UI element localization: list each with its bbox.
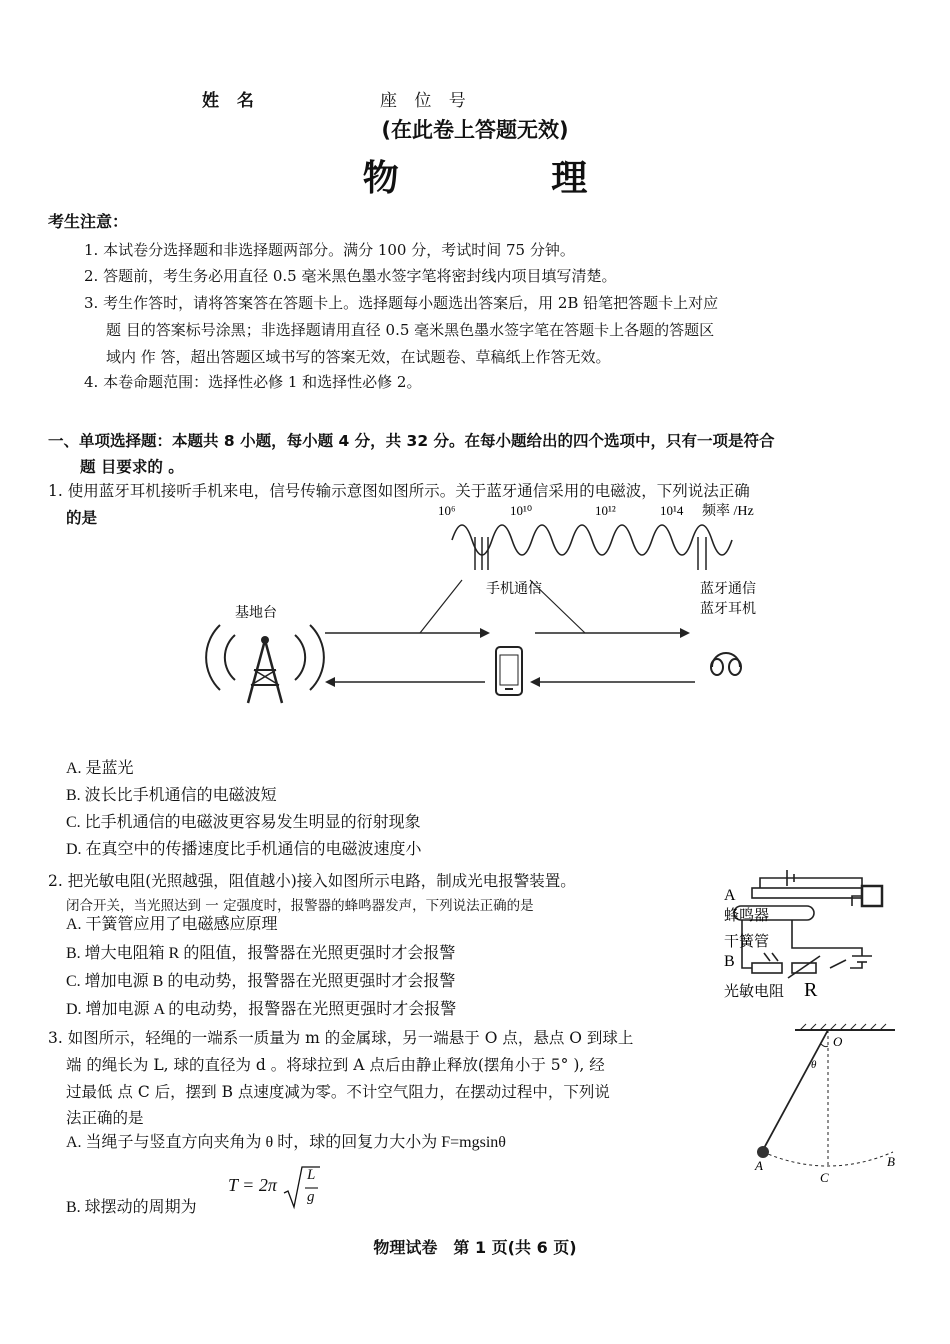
tower-icon: [206, 625, 324, 703]
section-heading-line1: 一、单项选择题：本题共 8 小题，每小题 4 分，共 32 分。在每小题给出的四个选项中，只有一项是符合: [48, 432, 775, 450]
seat-label: 座 位 号: [380, 91, 472, 111]
bt-headset-label: 蓝牙耳机: [700, 602, 756, 617]
q2-option-c: C. 增加电源 B 的电动势，报警器在光照更强时才会报警: [66, 973, 456, 990]
section-heading: [48, 428, 908, 480]
q3-stem-line2: 端 的绳长为 L, 球的直径为 d 。将球拉到 A 点后由静止释放(摆角小于 5° ), 经: [66, 1056, 605, 1074]
em-wave: [452, 525, 732, 555]
freq-label: 10¹²: [595, 503, 616, 518]
freq-label: 10⁶: [438, 503, 456, 518]
buzzer-icon: [862, 886, 882, 906]
arrow-head: [530, 677, 540, 687]
q2-option-b: B. 增大电阻箱 R 的阻值，报警器在光照更强时才会报警: [66, 945, 456, 962]
q2-option-d: D. 增加电源 A 的电动势，报警器在光照更强时才会报警: [66, 1001, 457, 1018]
q1-option-c: C. 比手机通信的电磁波更容易发生明显的衍射现象: [66, 814, 421, 831]
formula-denominator: g: [307, 1189, 315, 1205]
light-arrow: [772, 953, 778, 961]
coil: [752, 888, 862, 898]
q3-stem-line3: 过最低 点 C 后，摆到 B 点速度减为零。不计空气阻力，在摆动过程中，下列说: [66, 1083, 610, 1101]
q3-stem-line4: 法正确的是: [66, 1109, 144, 1127]
arrow-head: [325, 677, 335, 687]
circuit-wire: [792, 920, 862, 956]
notice-item: 题 目的答案标号涂黑；非选择题请用直径 0.5 毫米黑色墨水签字笔在答题卡上各题的答题区: [106, 321, 715, 339]
phone-comm-label: 手机通信: [486, 582, 542, 597]
q3-option-b: B. 球摆动的周期为: [66, 1199, 197, 1216]
buzzer-label: 蜂鸣器: [724, 908, 770, 924]
invalid-answer-note: (在此卷上答题无效): [381, 118, 569, 142]
q1-option-d: D. 在真空中的传播速度比手机通信的电磁波速度小: [66, 841, 422, 858]
point-b-label: B: [887, 1154, 895, 1169]
point-c-label: C: [820, 1170, 829, 1185]
reed-label: 干簧管: [724, 934, 770, 950]
ldr-resistor: [752, 963, 782, 973]
q1-option-b: B. 波长比手机通信的电磁波短: [66, 787, 277, 804]
sqrt-sign: [282, 1165, 322, 1211]
q1-stem-line1: 1. 使用蓝牙耳机接听手机来电，信号传输示意图如图所示。关于蓝牙通信采用的电磁波，下列说法正确: [48, 482, 750, 500]
notice-item: 域内 作 答，超出答题区域书写的答案无效，在试题卷、草稿纸上作答无效。: [106, 348, 611, 366]
resistor-r: [792, 963, 816, 973]
q2-stem-line1: 2. 把光敏电阻(光照越强，阻值越小)接入如图所示电路，制成光电报警装置。: [48, 872, 576, 890]
page-footer: 物理试卷 第 1 页(共 6 页): [373, 1238, 577, 1257]
ldr-label: 光敏电阻: [724, 984, 785, 1000]
name-label: 姓 名: [202, 91, 260, 111]
notice-title: 考生注意：: [48, 212, 129, 231]
q1-figure: [190, 495, 790, 745]
bt-comm-label: 蓝牙通信: [700, 582, 756, 597]
source-a-label: A: [724, 887, 736, 904]
notice-item: 1. 本试卷分选择题和非选择题两部分。满分 100 分，考试时间 75 分钟。: [84, 241, 575, 259]
resistor-r-label: R: [804, 979, 818, 1001]
notice-item: 2. 答题前，考生务必用直径 0.5 毫米黑色墨水签字笔将密封线内项目填写清楚。: [84, 267, 617, 285]
circuit-wire: [850, 962, 862, 968]
string: [763, 1030, 828, 1150]
q3-stem-line1: 3. 如图所示，轻绳的一端系一质量为 m 的金属球，另一端悬于 O 点，悬点 O 到球上: [48, 1029, 634, 1047]
freq-label: 10¹⁰: [510, 503, 533, 518]
q3-option-a: A. 当绳子与竖直方向夹角为 θ 时，球的回复力大小为 F=mgsinθ: [66, 1134, 506, 1151]
freq-unit-label: 频率 /Hz: [702, 504, 754, 519]
freq-label: 10¹4: [660, 503, 684, 518]
angle-arc: [821, 1044, 828, 1047]
guide-line: [530, 580, 585, 633]
arrow-head: [480, 628, 490, 638]
point-a-label: A: [755, 1158, 763, 1173]
q2-option-a: A. 干簧管应用了电磁感应原理: [66, 916, 278, 933]
q2-circuit-figure: [712, 868, 912, 1008]
light-arrow: [764, 953, 770, 961]
page-title: 物 理: [362, 158, 658, 199]
q2-stem-line2: 闭合开关，当光照达到 一 定强度时，报警器的蜂鸣器发声，下列说法正确的是: [66, 898, 534, 914]
metal-ball: [757, 1146, 769, 1158]
formula-numerator: L: [307, 1167, 316, 1183]
q1-stem-line2: 的是: [66, 509, 98, 527]
q1-option-a: A. 是蓝光: [66, 760, 134, 777]
theta-label: θ: [811, 1059, 817, 1071]
section-heading-line2: 题 目要求的 。: [80, 458, 184, 476]
q3-pendulum-figure: [745, 1022, 915, 1192]
formula-lhs: T = 2π: [228, 1175, 277, 1195]
notice-item: 4. 本卷命题范围：选择性必修 1 和选择性必修 2。: [84, 373, 422, 391]
headset-icon: [711, 653, 741, 675]
notice-item: 3. 考生作答时，请将答案答在答题卡上。选择题每小题选出答案后，用 2B 铅笔把答题卡上对应: [84, 294, 719, 312]
source-b-label: B: [724, 953, 735, 970]
point-o-label: O: [833, 1034, 843, 1049]
base-station-label: 基地台: [235, 606, 277, 621]
switch: [830, 960, 846, 968]
phone-icon: [496, 647, 522, 695]
guide-line: [420, 580, 462, 633]
arrow-head: [680, 628, 690, 638]
